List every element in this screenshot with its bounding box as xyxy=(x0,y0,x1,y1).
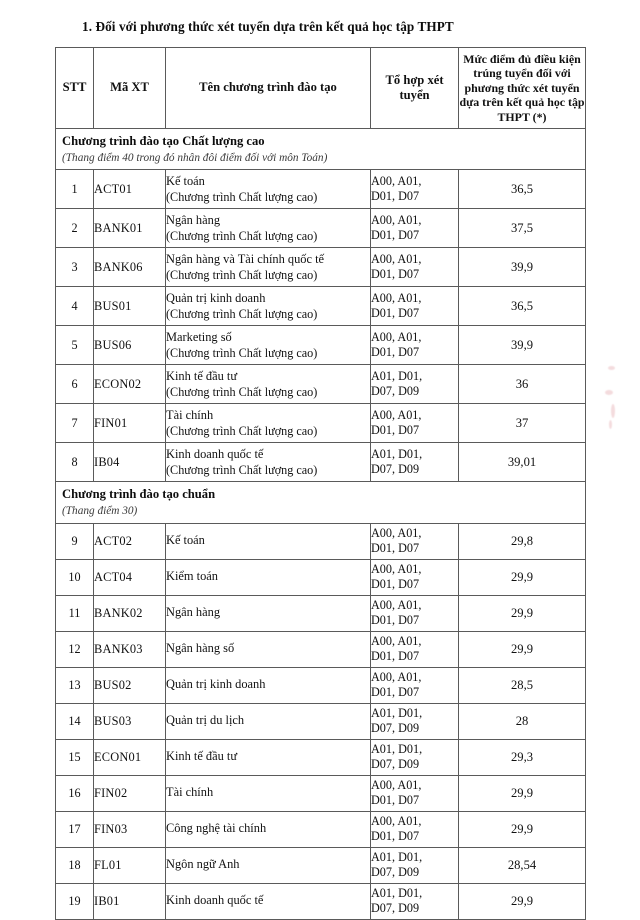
table-row xyxy=(56,209,586,248)
cell-program-name xyxy=(166,775,371,811)
to-hop-line-2: D01, D07 xyxy=(371,577,420,592)
cell-score: 29,9 xyxy=(459,811,586,847)
to-hop-line-2: D01, D07 xyxy=(371,189,420,204)
cell-program-name xyxy=(166,365,371,404)
cell-score: 29,9 xyxy=(459,631,586,667)
cell-ma-xt: ACT01 xyxy=(94,170,166,209)
table-row xyxy=(56,667,586,703)
cell-stt: 15 xyxy=(56,739,94,775)
cell-to-hop xyxy=(371,248,459,287)
cell-stt: 16 xyxy=(56,775,94,811)
cell-ma-xt: BANK01 xyxy=(94,209,166,248)
cell-stt: 5 xyxy=(56,326,94,365)
program-name: Ngân hàng số xyxy=(166,641,235,656)
cell-ma-xt: BANK03 xyxy=(94,631,166,667)
cell-score: 37,5 xyxy=(459,209,586,248)
to-hop-line-2: D01, D07 xyxy=(371,541,420,556)
section-header-cell xyxy=(56,129,586,170)
to-hop-line-1: A01, D01, xyxy=(371,885,423,900)
cell-program-name xyxy=(166,883,371,919)
column-header-muc-diem: Mức điểm đủ điều kiện trúng tuyển đối với phương thức xét tuyển dựa trên kết quả học tập THPT (*) xyxy=(459,48,586,129)
cell-score: 39,9 xyxy=(459,248,586,287)
cell-score: 28,5 xyxy=(459,667,586,703)
table-row xyxy=(56,523,586,559)
table-row xyxy=(56,703,586,739)
cell-score: 36,5 xyxy=(459,287,586,326)
to-hop-line-1: A00, A01, xyxy=(371,669,422,684)
program-name: Kinh tế đầu tư xyxy=(166,368,238,383)
to-hop-line-2: D07, D09 xyxy=(371,865,420,880)
section-header-row xyxy=(56,129,586,170)
cell-ma-xt: FIN03 xyxy=(94,811,166,847)
to-hop-line-2: D01, D07 xyxy=(371,829,420,844)
cell-score: 29,9 xyxy=(459,559,586,595)
to-hop-line-1: A01, D01, xyxy=(371,447,423,462)
to-hop-line-1: A01, D01, xyxy=(371,849,423,864)
to-hop-line-1: A01, D01, xyxy=(371,705,423,720)
cell-to-hop xyxy=(371,287,459,326)
cell-to-hop xyxy=(371,811,459,847)
table-row xyxy=(56,847,586,883)
cell-to-hop xyxy=(371,667,459,703)
to-hop-line-1: A00, A01, xyxy=(371,777,422,792)
program-name-qualifier: (Chương trình Chất lượng cao) xyxy=(166,228,318,243)
cell-ma-xt: BANK06 xyxy=(94,248,166,287)
program-name: Marketing số xyxy=(166,329,232,344)
program-name-qualifier: (Chương trình Chất lượng cao) xyxy=(166,423,318,438)
cell-stt: 17 xyxy=(56,811,94,847)
program-name: Quản trị du lịch xyxy=(166,713,245,728)
program-name: Kinh doanh quốc tế xyxy=(166,893,264,908)
cell-to-hop xyxy=(371,883,459,919)
cell-ma-xt: IB04 xyxy=(94,443,166,482)
table-row xyxy=(56,404,586,443)
cell-to-hop xyxy=(371,739,459,775)
cell-ma-xt: FL01 xyxy=(94,847,166,883)
cell-program-name xyxy=(166,811,371,847)
cell-to-hop xyxy=(371,365,459,404)
cell-stt: 4 xyxy=(56,287,94,326)
cell-program-name xyxy=(166,404,371,443)
cell-ma-xt: BUS01 xyxy=(94,287,166,326)
table-row xyxy=(56,248,586,287)
cell-stt: 2 xyxy=(56,209,94,248)
cell-program-name xyxy=(166,326,371,365)
cell-ma-xt: BUS02 xyxy=(94,667,166,703)
cell-program-name xyxy=(166,443,371,482)
cell-to-hop xyxy=(371,404,459,443)
cell-to-hop xyxy=(371,559,459,595)
table-row xyxy=(56,883,586,919)
cell-stt: 11 xyxy=(56,595,94,631)
cell-program-name xyxy=(166,847,371,883)
program-name: Ngân hàng và Tài chính quốc tế xyxy=(166,251,325,266)
program-name-qualifier: (Chương trình Chất lượng cao) xyxy=(166,267,318,282)
table-row xyxy=(56,595,586,631)
program-name-qualifier: (Chương trình Chất lượng cao) xyxy=(166,306,318,321)
cell-program-name xyxy=(166,739,371,775)
cell-to-hop xyxy=(371,443,459,482)
to-hop-line-2: D01, D07 xyxy=(371,649,420,664)
cell-score: 37 xyxy=(459,404,586,443)
cell-ma-xt: ACT04 xyxy=(94,559,166,595)
cell-score: 28 xyxy=(459,703,586,739)
to-hop-line-2: D01, D07 xyxy=(371,267,420,282)
cell-ma-xt: ECON01 xyxy=(94,739,166,775)
cell-to-hop xyxy=(371,170,459,209)
cell-score: 29,3 xyxy=(459,739,586,775)
to-hop-line-1: A01, D01, xyxy=(371,741,423,756)
to-hop-line-2: D07, D09 xyxy=(371,384,420,399)
cell-to-hop xyxy=(371,631,459,667)
cell-ma-xt: ACT02 xyxy=(94,523,166,559)
to-hop-line-2: D01, D07 xyxy=(371,345,420,360)
to-hop-line-1: A00, A01, xyxy=(371,408,422,423)
cell-stt: 3 xyxy=(56,248,94,287)
table-row xyxy=(56,775,586,811)
cell-stt: 1 xyxy=(56,170,94,209)
to-hop-line-1: A00, A01, xyxy=(371,291,422,306)
cell-to-hop xyxy=(371,209,459,248)
to-hop-line-1: A00, A01, xyxy=(371,330,422,345)
cell-program-name xyxy=(166,523,371,559)
cell-score: 29,9 xyxy=(459,883,586,919)
program-name: Tài chính xyxy=(166,407,214,422)
cell-to-hop xyxy=(371,326,459,365)
cell-to-hop xyxy=(371,523,459,559)
program-name: Kinh doanh quốc tế xyxy=(166,446,264,461)
cell-stt: 6 xyxy=(56,365,94,404)
to-hop-line-1: A00, A01, xyxy=(371,561,422,576)
cell-ma-xt: FIN02 xyxy=(94,775,166,811)
table-row xyxy=(56,326,586,365)
program-name: Quản trị kinh doanh xyxy=(166,677,266,692)
cell-to-hop xyxy=(371,703,459,739)
section-title: Chương trình đào tạo chuẩn xyxy=(62,487,216,502)
cell-score: 29,9 xyxy=(459,775,586,811)
to-hop-line-1: A00, A01, xyxy=(371,174,422,189)
cell-program-name xyxy=(166,287,371,326)
column-header-stt: STT xyxy=(56,48,94,129)
program-name: Công nghệ tài chính xyxy=(166,821,267,836)
cell-ma-xt: FIN01 xyxy=(94,404,166,443)
cell-program-name xyxy=(166,209,371,248)
cell-program-name xyxy=(166,703,371,739)
table-row xyxy=(56,287,586,326)
cell-score: 39,01 xyxy=(459,443,586,482)
to-hop-line-2: D01, D07 xyxy=(371,613,420,628)
program-name-qualifier: (Chương trình Chất lượng cao) xyxy=(166,345,318,360)
table-row xyxy=(56,631,586,667)
to-hop-line-2: D07, D09 xyxy=(371,901,420,916)
cell-program-name xyxy=(166,559,371,595)
table-row xyxy=(56,365,586,404)
table-body xyxy=(56,129,586,920)
to-hop-line-2: D01, D07 xyxy=(371,423,420,438)
table-row xyxy=(56,811,586,847)
column-header-program: Tên chương trình đào tạo xyxy=(166,48,371,129)
program-name-qualifier: (Chương trình Chất lượng cao) xyxy=(166,384,318,399)
to-hop-line-2: D07, D09 xyxy=(371,757,420,772)
to-hop-line-1: A00, A01, xyxy=(371,633,422,648)
cell-score: 29,8 xyxy=(459,523,586,559)
table-row xyxy=(56,559,586,595)
section-title: Chương trình đào tạo Chất lượng cao xyxy=(62,134,265,148)
to-hop-line-1: A00, A01, xyxy=(371,213,422,228)
cell-ma-xt: ECON02 xyxy=(94,365,166,404)
program-name: Kinh tế đầu tư xyxy=(166,749,238,764)
scan-artifact xyxy=(600,360,626,440)
cell-score: 28,54 xyxy=(459,847,586,883)
page-title: 1. Đối với phương thức xét tuyển dựa trên kết quả học tập THPT xyxy=(82,19,454,34)
cell-ma-xt: IB01 xyxy=(94,883,166,919)
to-hop-line-2: D01, D07 xyxy=(371,685,420,700)
program-name: Kế toán xyxy=(166,533,205,548)
cell-score: 36 xyxy=(459,365,586,404)
to-hop-line-2: D01, D07 xyxy=(371,793,420,808)
cell-stt: 10 xyxy=(56,559,94,595)
section-header-cell xyxy=(56,482,586,523)
cell-program-name xyxy=(166,248,371,287)
admission-score-table xyxy=(55,47,586,920)
program-name: Ngân hàng xyxy=(166,605,221,620)
program-name-qualifier: (Chương trình Chất lượng cao) xyxy=(166,462,318,477)
cell-stt: 14 xyxy=(56,703,94,739)
cell-score: 29,9 xyxy=(459,595,586,631)
table-row xyxy=(56,170,586,209)
cell-ma-xt: BUS06 xyxy=(94,326,166,365)
program-name-qualifier: (Chương trình Chất lượng cao) xyxy=(166,189,318,204)
cell-ma-xt: BANK02 xyxy=(94,595,166,631)
to-hop-line-1: A00, A01, xyxy=(371,252,422,267)
to-hop-line-2: D07, D09 xyxy=(371,462,420,477)
table-row xyxy=(56,443,586,482)
cell-stt: 8 xyxy=(56,443,94,482)
cell-program-name xyxy=(166,667,371,703)
cell-stt: 13 xyxy=(56,667,94,703)
cell-stt: 7 xyxy=(56,404,94,443)
table-header xyxy=(56,48,586,129)
program-name: Quản trị kinh doanh xyxy=(166,290,266,305)
cell-stt: 12 xyxy=(56,631,94,667)
to-hop-line-1: A00, A01, xyxy=(371,525,422,540)
program-name: Tài chính xyxy=(166,785,214,800)
to-hop-line-1: A00, A01, xyxy=(371,813,422,828)
cell-to-hop xyxy=(371,847,459,883)
program-name: Kiểm toán xyxy=(166,569,218,584)
cell-program-name xyxy=(166,170,371,209)
cell-score: 39,9 xyxy=(459,326,586,365)
table-row xyxy=(56,739,586,775)
to-hop-line-2: D01, D07 xyxy=(371,228,420,243)
cell-score: 36,5 xyxy=(459,170,586,209)
cell-to-hop xyxy=(371,775,459,811)
program-name: Kế toán xyxy=(166,173,205,188)
to-hop-line-1: A01, D01, xyxy=(371,369,423,384)
program-name: Ngân hàng xyxy=(166,212,221,227)
table-header-row xyxy=(56,48,586,129)
section-subtitle: (Thang điểm 30) xyxy=(62,505,138,518)
column-header-to-hop: Tổ hợp xét tuyển xyxy=(371,48,459,129)
cell-stt: 9 xyxy=(56,523,94,559)
cell-ma-xt: BUS03 xyxy=(94,703,166,739)
column-header-ma-xt: Mã XT xyxy=(94,48,166,129)
cell-to-hop xyxy=(371,595,459,631)
to-hop-line-1: A00, A01, xyxy=(371,597,422,612)
cell-program-name xyxy=(166,631,371,667)
section-subtitle: (Thang điểm 40 trong đó nhân đôi điểm đối với môn Toán) xyxy=(62,151,328,164)
cell-program-name xyxy=(166,595,371,631)
to-hop-line-2: D07, D09 xyxy=(371,721,420,736)
program-name: Ngôn ngữ Anh xyxy=(166,857,240,872)
section-header-row xyxy=(56,482,586,523)
cell-stt: 19 xyxy=(56,883,94,919)
cell-stt: 18 xyxy=(56,847,94,883)
to-hop-line-2: D01, D07 xyxy=(371,306,420,321)
